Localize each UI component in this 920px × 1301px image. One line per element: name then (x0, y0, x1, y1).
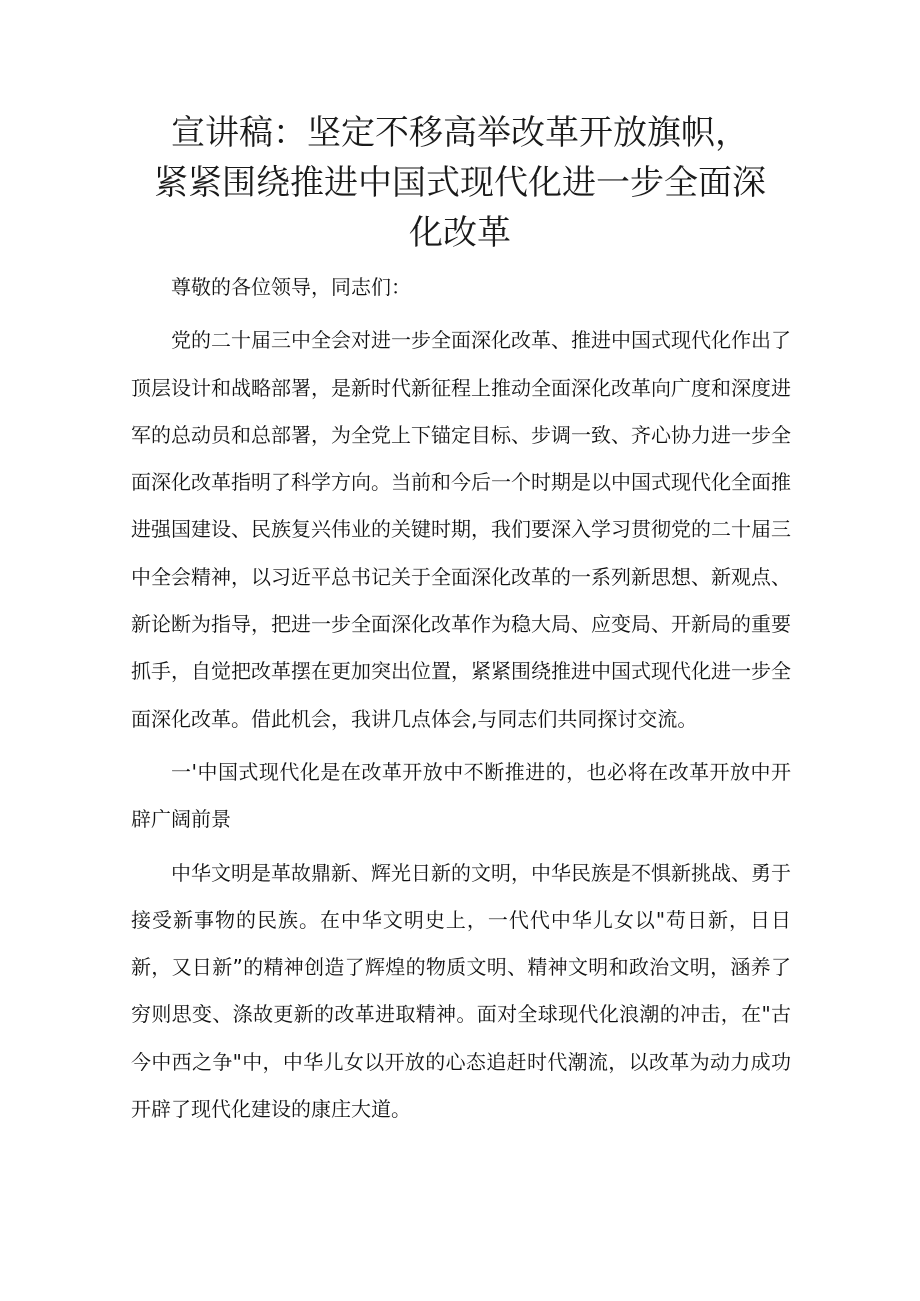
title-line-1: 宣讲稿：坚定不移高举改革开放旗帜， (171, 113, 749, 153)
document-body (131, 264, 791, 1133)
salutation: 尊敬的各位领导，同志们： (171, 275, 411, 299)
title-line-2: 紧紧围绕推进中国式现代化进一步全面深 (154, 163, 766, 203)
title-line-3: 化改革 (409, 213, 511, 253)
paragraph-intro: 党的二十届三中全会对进一步全面深化改革、推进中国式现代化作出了顶层设计和战略部署，是新时代新征程上推动全面深化改革向广度和深度进军的总动员和总部署，为全党上下锚定目标、步调一致、齐心协力进一步全面深化改革指明了科学方向。当前和今后一个时期是以中国式现代化全面推进强国建设、民族复兴伟业的关键时期，我们要深入学习贯彻党的二十届三中全会精神，以习近平总书记关于全面深化改革的一系列新思想、新观点、新论断为指导，把进一步全面深化改革作为稳大局、应变局、开新局的重要抓手，自觉把改革摆在更加突出位置，紧紧围绕推进中国式现代化进一步全面深化改革。借此机会，我讲几点体会,与同志们共同探讨交流。 (131, 328, 791, 731)
section-heading-1: 一'中国式现代化是在改革开放中不断推进的，也必将在改革开放中开辟广阔前景 (131, 759, 791, 832)
document-title (130, 108, 790, 258)
paragraph-civilization: 中华文明是革故鼎新、辉光日新的文明，中华民族是不惧新挑战、勇于接受新事物的民族。在中华文明史上，一代代中华儿女以"苟日新，日日新，又日新”的精神创造了辉煌的物质文明、精神文明和政治文明，涵养了穷则思变、涤故更新的改革进取精神。面对全球现代化浪潮的冲击，在"古今中西之争"中，中华儿女以开放的心态追赶时代潮流，以改革为动力成功开辟了现代化建设的康庄大道。 (131, 860, 791, 1122)
